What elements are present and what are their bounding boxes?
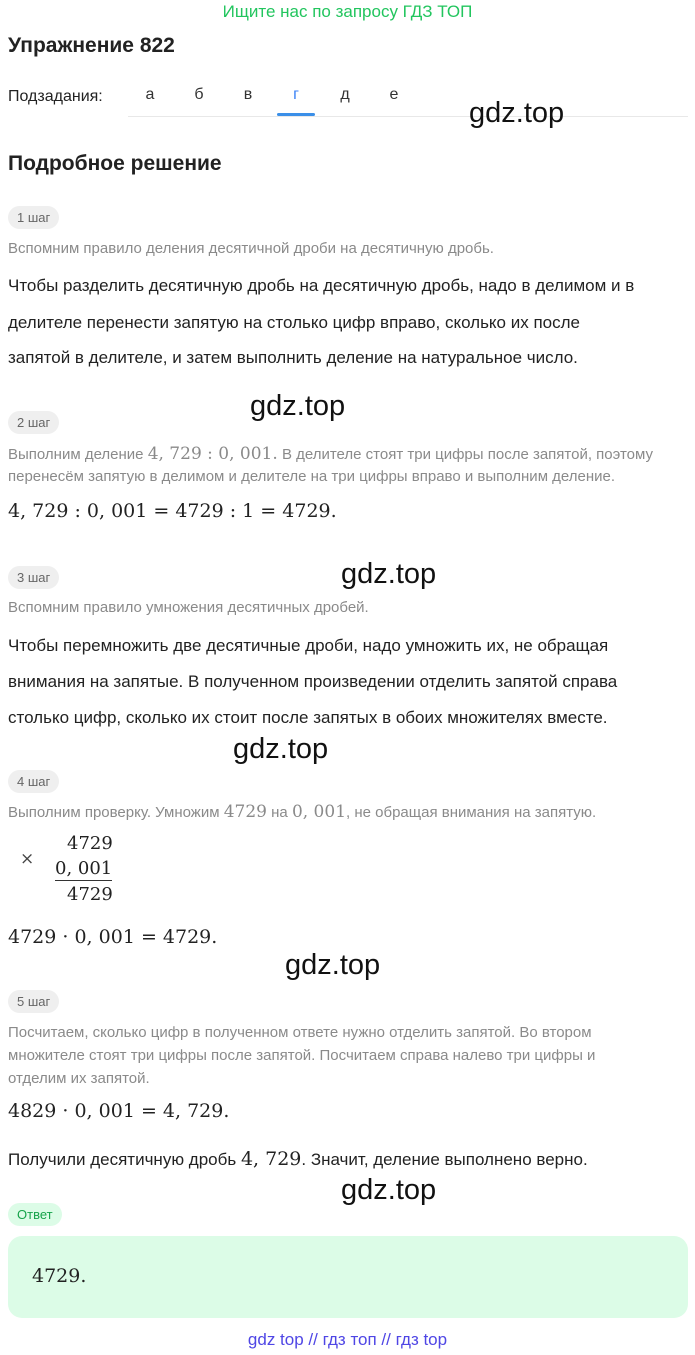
tab-v[interactable]: в: [243, 86, 253, 103]
answer-box: [8, 1236, 688, 1318]
step-2-formula: 4, 729 : 0, 001 = 4729 : 1 = 4729.: [8, 500, 337, 522]
step-5-hint-line-1: Посчитаем, сколько цифр в полученном ответе нужно отделить запятой. Во втором: [8, 1024, 592, 1041]
section-title: Подробное решение: [8, 152, 222, 175]
page-title: Упражнение 822: [8, 34, 175, 57]
watermark: gdz.top: [341, 558, 437, 590]
watermark: gdz.top: [250, 390, 346, 422]
active-tab-indicator: [277, 113, 315, 116]
answer-badge: Ответ: [8, 1203, 62, 1226]
column-top: 4729: [67, 833, 113, 854]
top-banner[interactable]: Ищите нас по запросу ГДЗ ТОП: [222, 2, 473, 21]
footer-links[interactable]: gdz top // гдз топ // гдз top: [247, 1330, 448, 1349]
step-3-badge: 3 шаг: [8, 566, 59, 589]
step-5-conclusion: Получили десятичную дробь 4, 729. Значит, деление выполнено верно.: [8, 1148, 588, 1170]
watermark: gdz.top: [285, 949, 381, 981]
step-1-text-line-1: Чтобы разделить десятичную дробь на десятичную дробь, надо в делимом и в: [8, 276, 635, 295]
step-3-text-line-3: столько цифр, сколько их стоит после запятых в обоих множителях вместе.: [8, 708, 608, 727]
column-bottom: 4729: [67, 884, 113, 905]
step-2-badge: 2 шаг: [8, 411, 59, 434]
tab-a[interactable]: а: [145, 86, 155, 103]
watermark: gdz.top: [233, 733, 329, 765]
step-1-text-line-3: запятой в делителе, и затем выполнить деление на натуральное число.: [8, 348, 578, 367]
step-4-formula: 4729 · 0, 001 = 4729.: [8, 926, 218, 948]
step-2-hint-line-2: перенесём запятую в делимом и делителе на три цифры вправо и выполним деление.: [8, 468, 616, 485]
step-3-hint: Вспомним правило умножения десятичных дробей.: [8, 599, 369, 616]
step-1-text-line-2: делителе перенести запятую на столько цифр вправо, сколько их после: [8, 313, 580, 332]
answer-value: 4729.: [32, 1265, 87, 1287]
step-4-hint: Выполним проверку. Умножим 4729 на 0, 001, не обращая внимания на запятую.: [8, 802, 597, 822]
watermark: gdz.top: [341, 1174, 437, 1206]
step-1-badge: 1 шаг: [8, 206, 59, 229]
step-5-hint-line-2: множителе стоят три цифры после запятой. Посчитаем справа налево три цифры и: [8, 1047, 596, 1064]
step-5-hint-line-3: отделим их запятой.: [8, 1070, 150, 1087]
multiply-sign: ×: [20, 849, 35, 869]
tab-e[interactable]: е: [389, 86, 399, 103]
tab-g[interactable]: г: [293, 86, 299, 103]
step-5-badge: 5 шаг: [8, 990, 59, 1013]
step-4-badge: 4 шаг: [8, 770, 59, 793]
step-2-hint: Выполним деление 4, 729 : 0, 001. В делителе стоят три цифры после запятой, поэтому: [8, 444, 653, 464]
step-1-hint: Вспомним правило деления десятичной дроби на десятичную дробь.: [8, 240, 494, 257]
tab-b[interactable]: б: [194, 86, 204, 103]
subtasks-label: Подзадания:: [8, 88, 103, 105]
step-3-text-line-2: внимания на запятые. В полученном произведении отделить запятой справа: [8, 672, 618, 691]
watermark: gdz.top: [469, 97, 565, 129]
step-3-text-line-1: Чтобы перемножить две десятичные дроби, надо умножить их, не обращая: [8, 636, 609, 655]
subtask-tabs: [128, 76, 688, 117]
step-5-formula: 4829 · 0, 001 = 4, 729.: [8, 1100, 230, 1122]
tab-d[interactable]: д: [340, 86, 350, 103]
column-mid: 0, 001: [55, 858, 113, 879]
